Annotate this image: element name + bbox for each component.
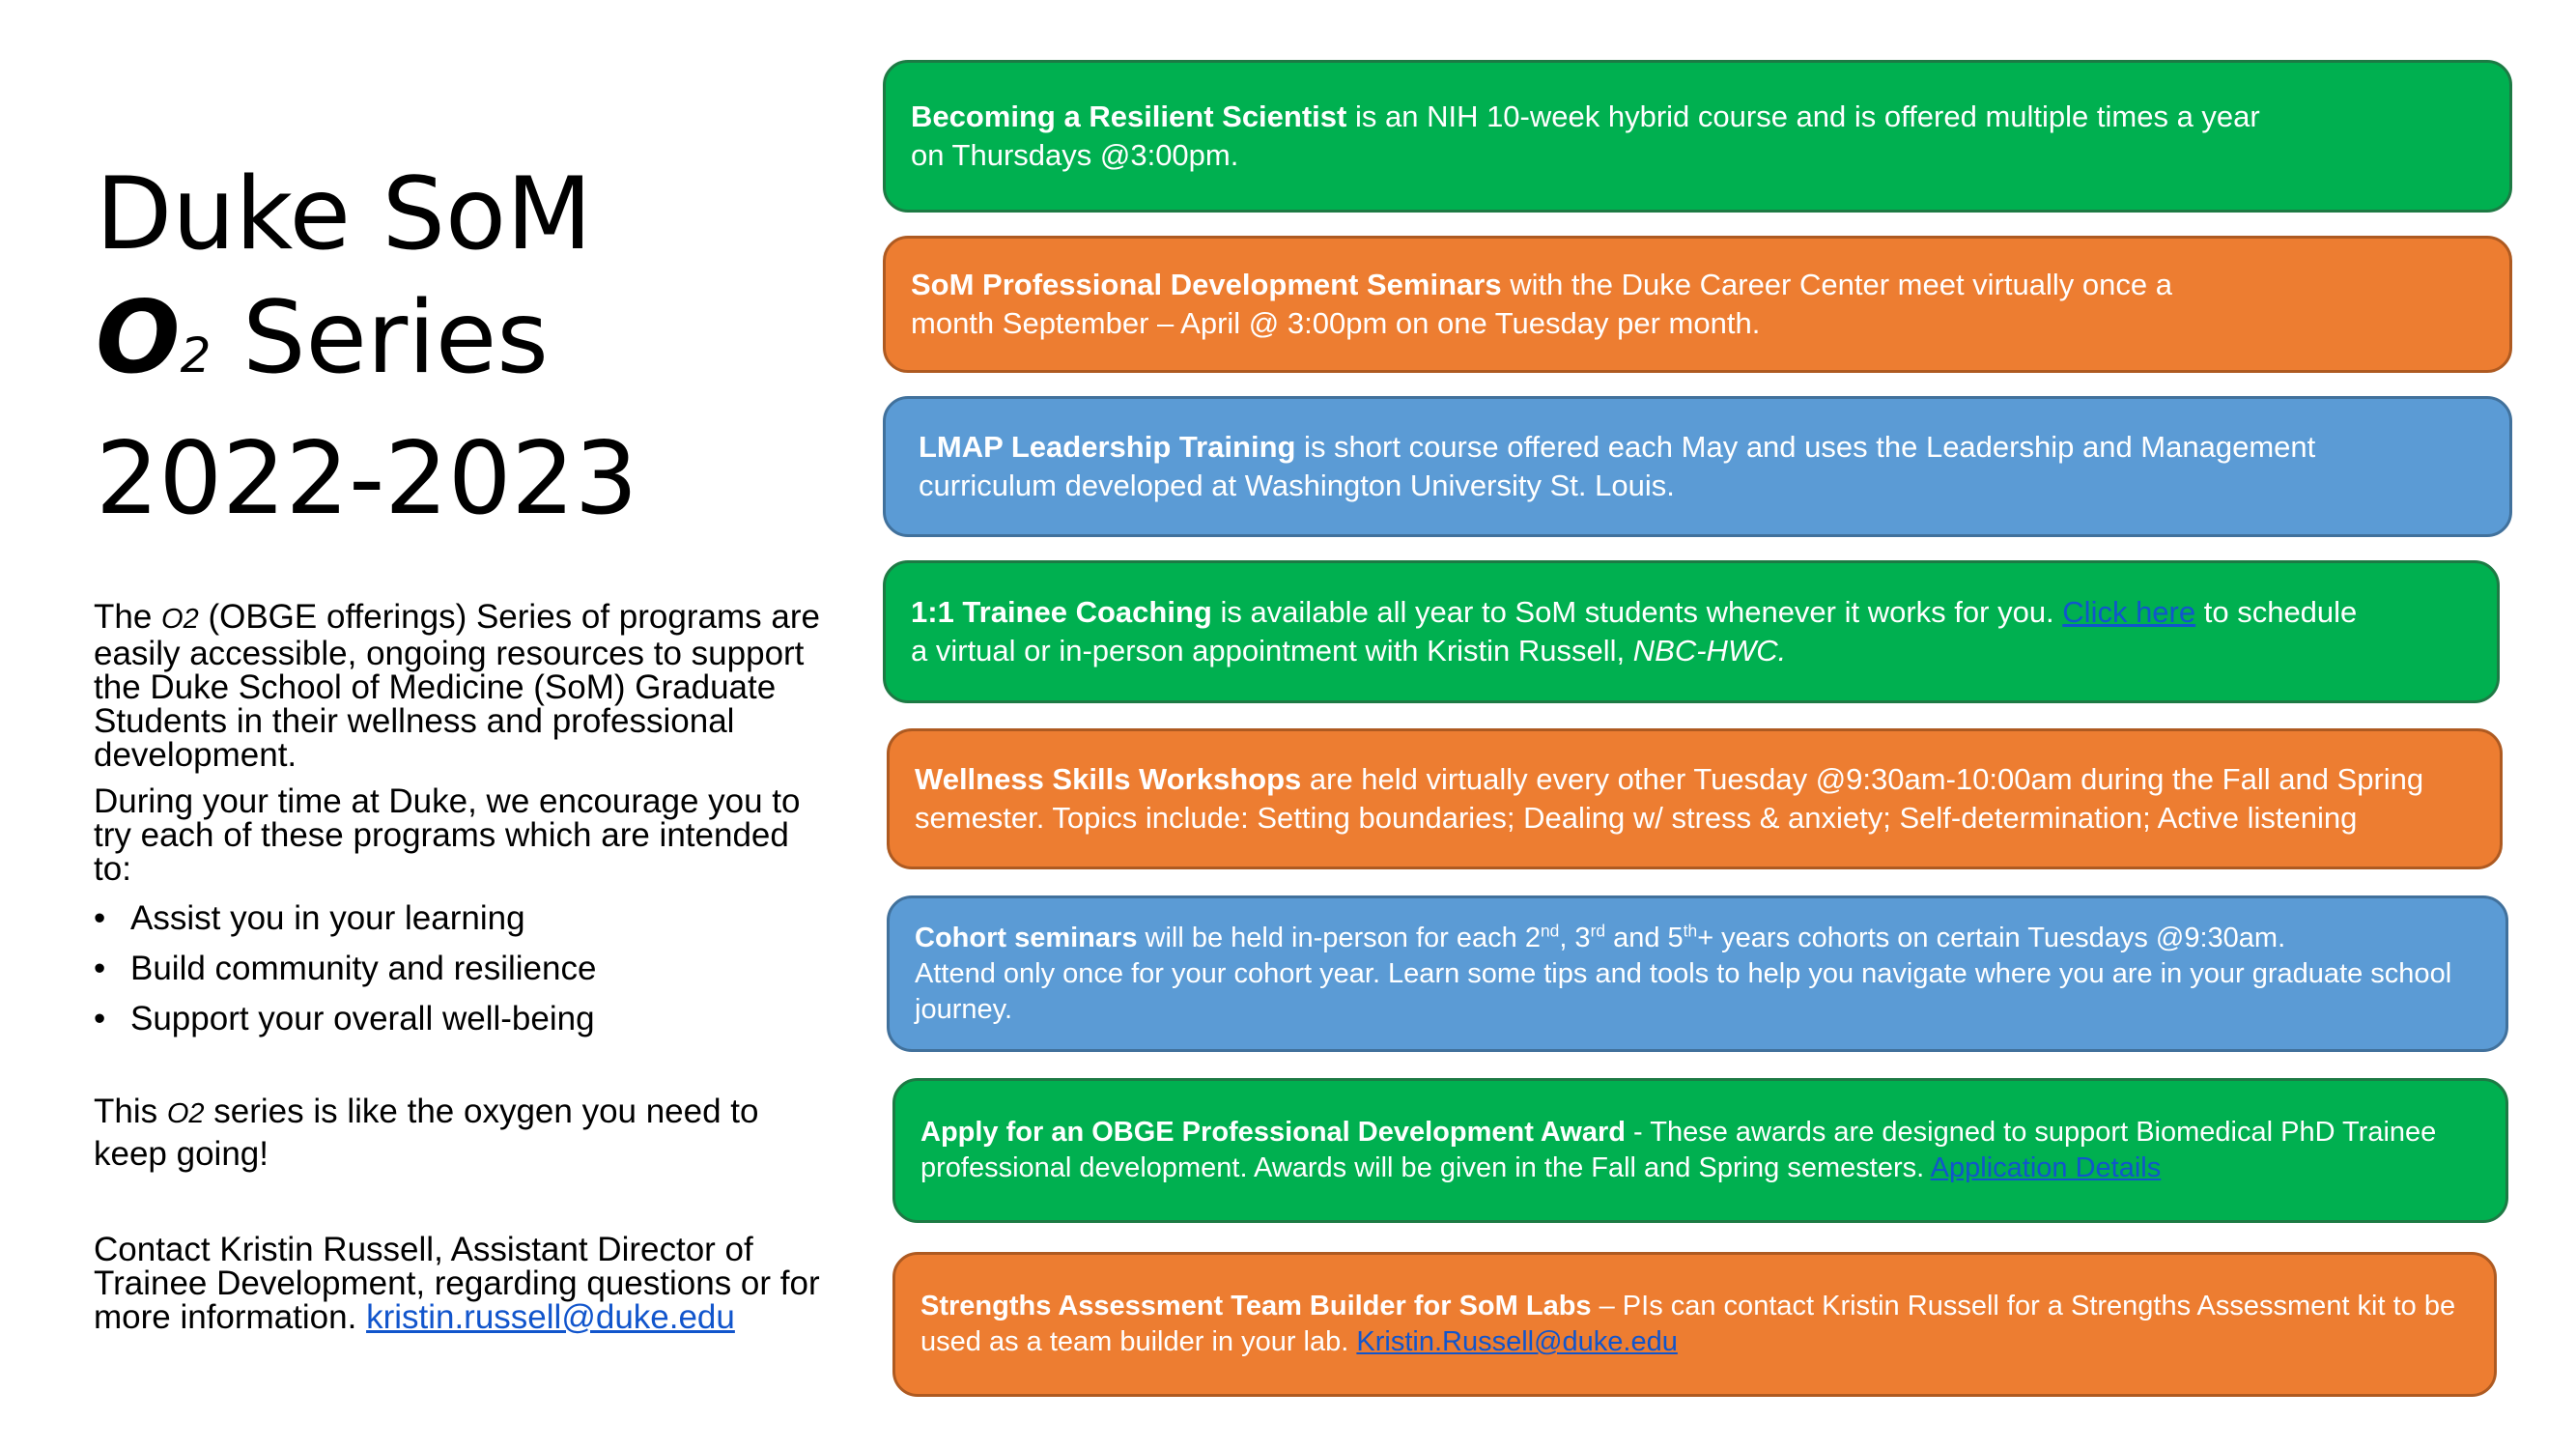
development-award-box (892, 1078, 2508, 1223)
strengths-assessment-box (892, 1252, 2497, 1397)
title-o2-subscript: 2 (180, 327, 212, 384)
bullet-dot-icon: • (94, 950, 106, 987)
cohort-title: Cohort seminars (915, 922, 1138, 953)
cohort-seminars-box (887, 895, 2508, 1052)
award-title: Apply for an OBGE Professional Development Award (920, 1117, 1626, 1148)
intro-p3-o2: O2 (166, 1098, 205, 1129)
wellness-title: Wellness Skills Workshops (915, 762, 1302, 796)
bullet-text: Support your overall well-being (130, 1000, 595, 1037)
intro-p3-pre: This (94, 1093, 167, 1130)
bullet-dot-icon: • (94, 899, 106, 937)
resilient-scientist-box (883, 60, 2512, 213)
trainee-coaching-box (883, 560, 2500, 703)
intro-paragraph-2: During your time at Duke, we encourage you to try each of these programs which are intended to: (94, 782, 801, 888)
wellness-workshops-box (887, 728, 2503, 869)
contact-paragraph (94, 1233, 828, 1334)
title-series-word: Series (211, 280, 549, 396)
seminars-text: with the Duke Career Center meet virtually once a (1501, 268, 2172, 301)
intro-paragraph-3 (94, 1092, 828, 1174)
coaching-text-after: to schedule (2195, 595, 2358, 629)
strengths-text: – PIs can contact Kristin Russell for a Strengths Assessment kit to be used as a team builder in your lab. (920, 1291, 2456, 1357)
coaching-text: is available all year to SoM students whenever it works for you. (1211, 595, 2063, 629)
bullet-text: Build community and resilience (130, 950, 597, 987)
cohort-text-2: , 3 (1559, 922, 1591, 953)
title-line-1: Duke SoM (96, 156, 592, 272)
lmap-title: LMAP Leadership Training (919, 430, 1296, 464)
cohort-sup-2: rd (1590, 920, 1606, 940)
seminars-text-2: month September – April @ 3:00pm on one Tuesday per month. (911, 306, 1761, 340)
resilient-text: is an NIH 10-week hybrid course and is offered multiple times a year (1346, 99, 2260, 133)
seminars-title: SoM Professional Development Seminars (911, 268, 1502, 301)
contact-email-link[interactable]: kristin.russell@duke.edu (366, 1298, 735, 1336)
cohort-text-5: Attend only once for your cohort year. Learn some tips and tools to help you navigate where you are in your graduate school journey. (915, 957, 2452, 1025)
title-o2: O (96, 280, 181, 396)
cohort-text-3: and 5 (1605, 922, 1684, 953)
lmap-text-2: curriculum developed at Washington University St. Louis. (919, 469, 1675, 502)
title-line-3: 2022-2023 (96, 421, 638, 537)
wellness-text: are held virtually every other Tuesday @9:30am-10:00am during the Fall and Spring semester. Topics include: Setting boundaries; Dealing w/ stress & anxiety; Self-determination; Active listening (915, 762, 2424, 835)
cohort-text-4: + years cohorts on certain Tuesdays @9:30am. (1697, 922, 2286, 953)
lmap-text: is short course offered each May and uses the Leadership and Management (1295, 430, 2316, 464)
intro-p1-pre: The (94, 598, 162, 636)
coaching-text-2: a virtual or in-person appointment with Kristin Russell, (911, 634, 1633, 668)
intro-p3-rest: series is like the oxygen you need to keep going! (94, 1093, 759, 1173)
resilient-title: Becoming a Resilient Scientist (911, 99, 1347, 133)
intro-p1-o2: O2 (161, 604, 199, 635)
title-line-2 (96, 276, 868, 417)
professional-seminars-box (883, 236, 2512, 373)
cohort-sup-1: nd (1540, 920, 1560, 940)
coaching-title: 1:1 Trainee Coaching (911, 595, 1212, 629)
cohort-text-1: will be held in-person for each 2 (1137, 922, 1541, 953)
coaching-click-here-link[interactable]: Click here (2062, 595, 2196, 629)
contact-text: Contact Kristin Russell, Assistant Director of Trainee Development, regarding questions or for more information. (94, 1231, 820, 1336)
coaching-credential: NBC-HWC. (1632, 634, 1787, 668)
award-text: - These awards are designed to support Biomedical PhD Trainee professional development. Awards will be given in the Fall and Spring semesters. (920, 1117, 2437, 1183)
bullet-dot-icon: • (94, 1000, 106, 1037)
bullet-text: Assist you in your learning (130, 899, 525, 937)
intro-p1-rest: (OBGE offerings) Series of programs are easily accessible, ongoing resources to support the Duke School of Medicine (SoM) Graduate Students in their wellness and professional development. (94, 598, 820, 774)
resilient-text-2: on Thursdays @3:00pm. (911, 138, 1239, 172)
intro-paragraph-1 (94, 600, 828, 772)
application-details-link[interactable]: Application Details (1930, 1152, 2162, 1183)
strengths-email-link[interactable]: Kristin.Russell@duke.edu (1356, 1326, 1678, 1357)
strengths-title: Strengths Assessment Team Builder for SoM Labs (920, 1291, 1592, 1321)
cohort-sup-3: th (1683, 920, 1698, 940)
lmap-leadership-box (883, 396, 2512, 537)
page-title (96, 153, 868, 541)
